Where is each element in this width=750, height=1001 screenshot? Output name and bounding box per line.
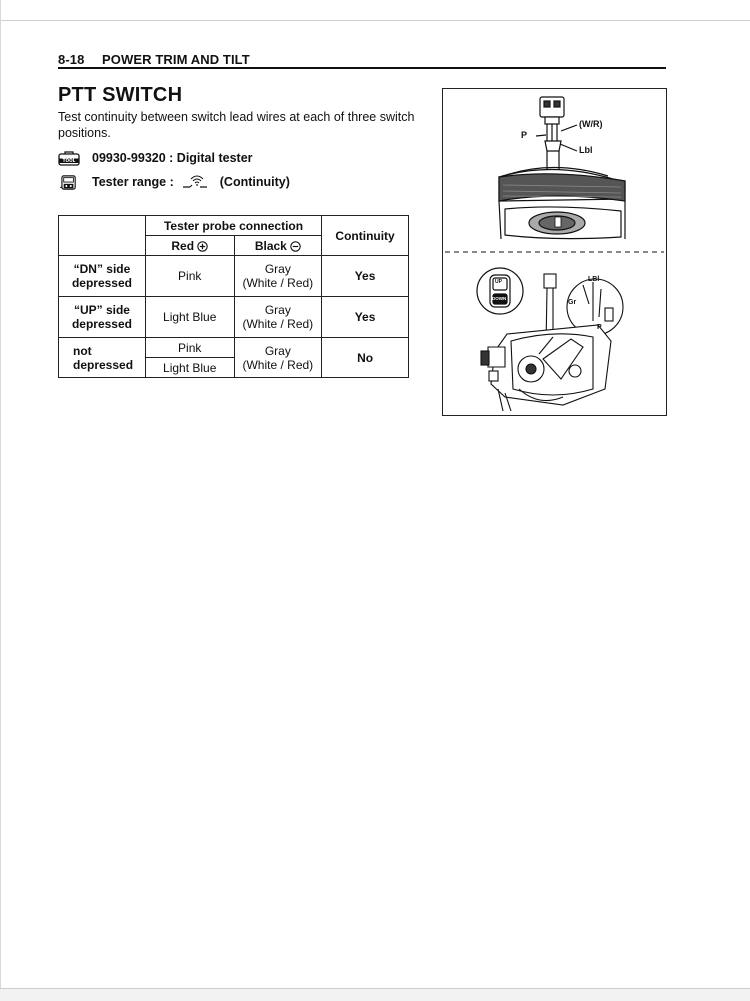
tool-text: 09930-99320 : Digital tester bbox=[92, 151, 253, 165]
row-black-cell bbox=[234, 256, 322, 297]
connector-drawing bbox=[536, 97, 577, 171]
row-red-cell-2: Light Blue bbox=[145, 358, 234, 378]
svg-text:TOOL: TOOL bbox=[62, 157, 76, 163]
table-row bbox=[59, 338, 409, 358]
page-bottom-edge bbox=[0, 988, 750, 1001]
continuity-symbol-icon bbox=[182, 175, 208, 189]
handle-drawing bbox=[499, 168, 625, 240]
updown-switch-drawing bbox=[477, 268, 523, 314]
row-position-line1: not bbox=[73, 343, 92, 358]
row-black-line1: Gray bbox=[264, 303, 291, 317]
row-position-line1: “UP” side bbox=[73, 303, 130, 317]
label-wr: (W/R) bbox=[579, 119, 603, 129]
running-header bbox=[58, 52, 666, 68]
header-red-label: Red bbox=[171, 238, 195, 253]
row-red-cell: Light Blue bbox=[145, 297, 234, 338]
tool-line bbox=[58, 149, 253, 167]
label-lbl-top: Lbl bbox=[579, 145, 593, 155]
section-title: POWER TRIM AND TILT bbox=[102, 52, 250, 67]
row-continuity-cell: Yes bbox=[322, 256, 409, 297]
tester-icon bbox=[58, 175, 80, 190]
table-row bbox=[59, 256, 409, 297]
label-up: UP bbox=[495, 279, 502, 285]
table-row bbox=[59, 297, 409, 338]
description: Test continuity between switch lead wires at each of three switch positions. bbox=[58, 110, 415, 140]
row-position-cell bbox=[59, 256, 146, 297]
tester-range-line bbox=[58, 173, 290, 191]
label-p-bottom: P bbox=[597, 324, 602, 331]
label-p-top: P bbox=[521, 130, 528, 140]
label-lbl-bottom: LBl bbox=[588, 276, 600, 283]
switch-illustration bbox=[443, 89, 666, 415]
table-corner-cell bbox=[59, 216, 146, 256]
page-left-edge bbox=[0, 0, 1, 1000]
header-black bbox=[234, 236, 322, 256]
minus-circle-icon bbox=[290, 241, 301, 252]
continuity-table bbox=[58, 215, 409, 378]
page-number: 8-18 bbox=[58, 52, 85, 67]
row-continuity-cell: Yes bbox=[322, 297, 409, 338]
row-black-line2: (White / Red) bbox=[242, 276, 314, 290]
row-black-line2: (White / Red) bbox=[242, 317, 314, 331]
header-red bbox=[145, 236, 234, 256]
header-rule bbox=[58, 67, 666, 69]
tester-range-value: (Continuity) bbox=[219, 175, 290, 189]
row-position-line2: depressed bbox=[73, 357, 134, 372]
switch-figure bbox=[442, 88, 667, 416]
row-red-cell: Pink bbox=[145, 338, 234, 358]
row-black-cell bbox=[234, 338, 322, 378]
row-black-cell bbox=[234, 297, 322, 338]
row-position-line2: depressed bbox=[71, 317, 132, 331]
row-red-cell: Pink bbox=[145, 256, 234, 297]
row-position-cell bbox=[59, 338, 146, 378]
row-position-cell bbox=[59, 297, 146, 338]
plus-circle-icon bbox=[197, 241, 208, 252]
label-gr: Gr bbox=[568, 299, 577, 306]
row-continuity-cell: No bbox=[322, 338, 409, 378]
header-probe-connection: Tester probe connection bbox=[145, 216, 321, 236]
label-down: DOWN bbox=[492, 296, 507, 301]
tool-icon bbox=[58, 151, 80, 166]
header-black-label: Black bbox=[254, 238, 287, 253]
tester-range-label: Tester range : bbox=[92, 175, 174, 189]
header-continuity: Continuity bbox=[322, 216, 409, 256]
row-position-line1: “DN” side bbox=[73, 262, 131, 276]
row-black-line2: (White / Red) bbox=[242, 357, 314, 372]
row-black-line1: Gray bbox=[264, 343, 291, 358]
row-black-line1: Gray bbox=[264, 262, 291, 276]
row-position-line2: depressed bbox=[71, 276, 132, 290]
page-title: PTT SWITCH bbox=[58, 84, 183, 106]
page-top-edge bbox=[0, 20, 750, 21]
